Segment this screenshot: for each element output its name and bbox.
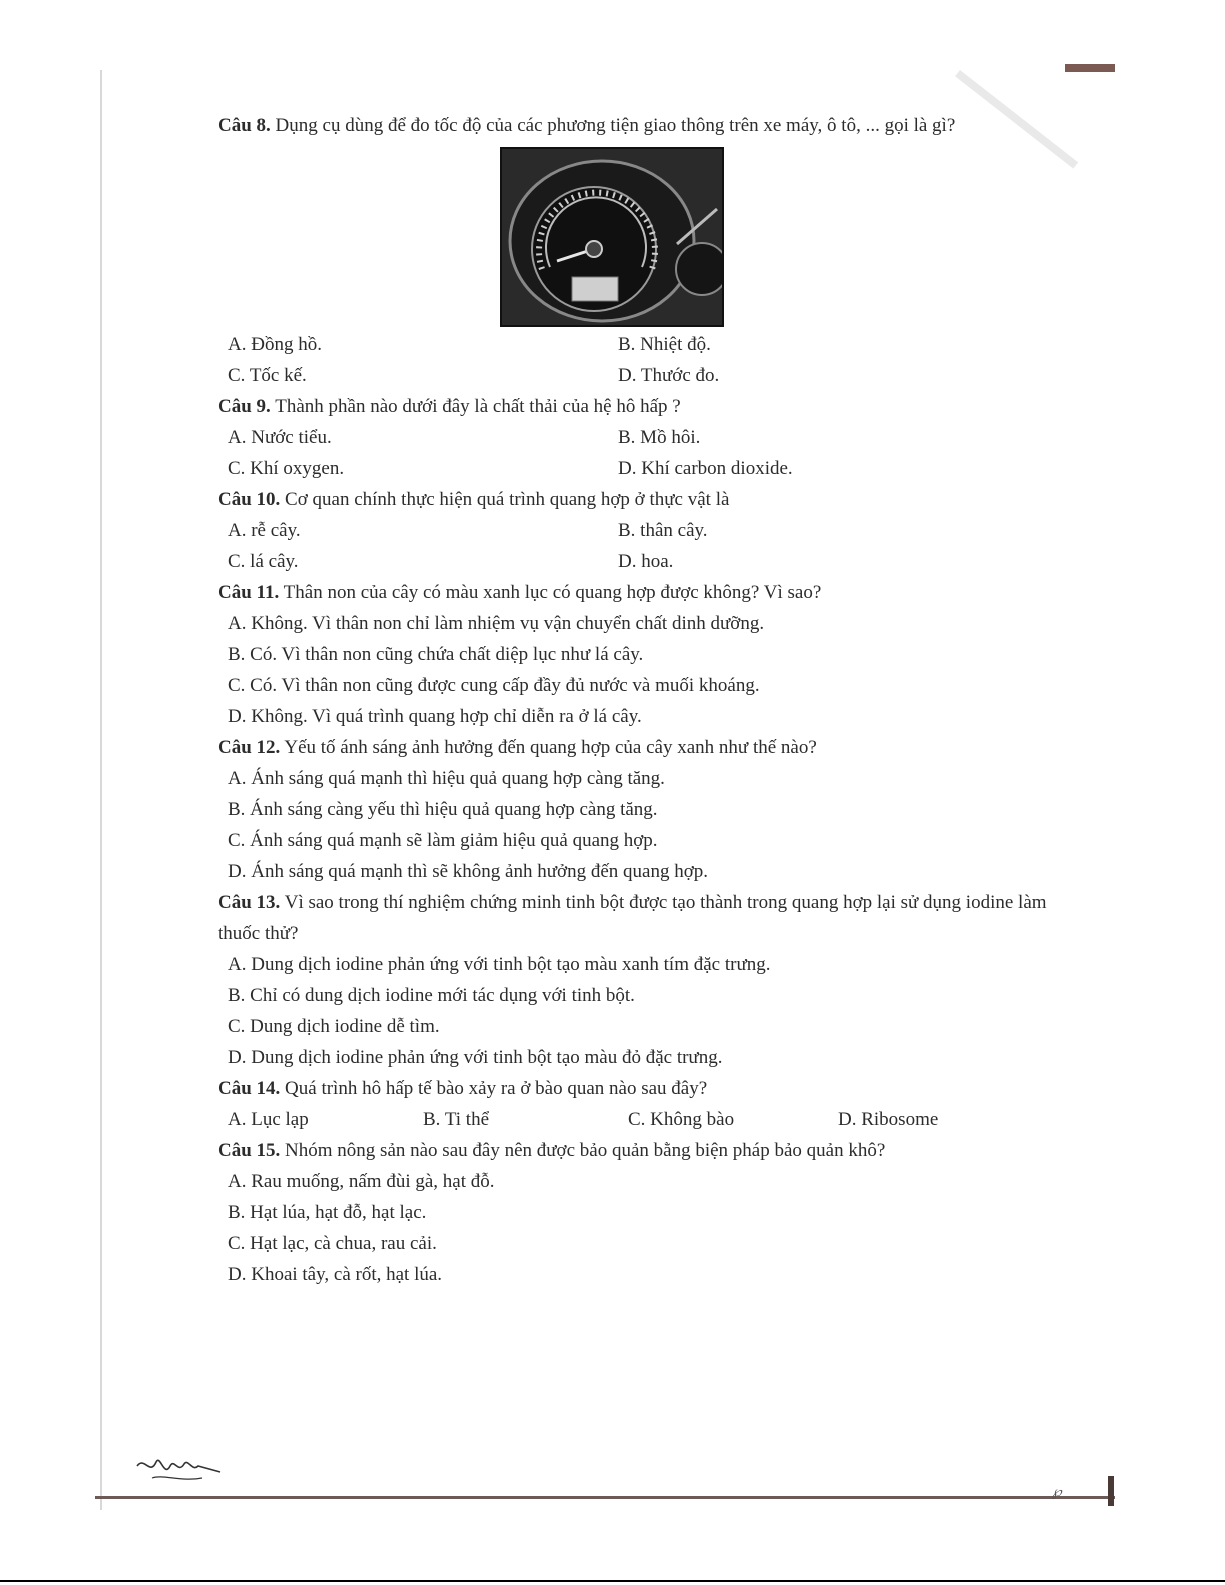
question-15 <box>218 1135 1048 1290</box>
question-8-option-a: A. Đồng hồ. <box>228 334 322 355</box>
question-12-text: Yếu tố ánh sáng ảnh hưởng đến quang hợp của cây xanh như thế nào? <box>284 737 817 758</box>
page-mark: ℘ <box>1052 1485 1062 1500</box>
question-10-label: Câu 10. <box>218 489 281 510</box>
question-10-option-a: A. rễ cây. <box>228 520 301 541</box>
question-9 <box>218 391 1048 484</box>
question-10-option-c: C. lá cây. <box>228 551 299 572</box>
question-13-option-b: B. Chỉ có dung dịch iodine mới tác dụng với tinh bột. <box>228 985 635 1006</box>
question-11-option-c: C. Có. Vì thân non cũng được cung cấp đầy đủ nước và muối khoáng. <box>228 675 760 696</box>
scan-left-edge <box>100 70 102 1510</box>
scan-bottom-line <box>0 1580 1225 1582</box>
speedometer-image <box>500 147 724 327</box>
question-14-option-b: B. Ti thể <box>423 1109 490 1130</box>
question-14-option-c: C. Không bào <box>628 1109 735 1130</box>
question-8-label: Câu 8. <box>218 115 271 136</box>
question-9-option-c: C. Khí oxygen. <box>228 458 345 479</box>
question-11-label: Câu 11. <box>218 582 280 603</box>
question-15-option-b: B. Hạt lúa, hạt đỗ, hạt lạc. <box>228 1202 427 1223</box>
question-11-option-d: D. Không. Vì quá trình quang hợp chỉ diễn ra ở lá cây. <box>228 706 642 727</box>
question-14-option-d: D. Ribosome <box>838 1109 939 1130</box>
question-14 <box>218 1073 1048 1135</box>
question-9-label: Câu 9. <box>218 396 271 417</box>
question-9-option-b: B. Mồ hôi. <box>618 427 701 448</box>
speedometer-icon <box>502 149 722 325</box>
question-13-option-c: C. Dung dịch iodine dễ tìm. <box>228 1016 440 1037</box>
question-13 <box>218 887 1048 1073</box>
question-15-text: Nhóm nông sản nào sau đây nên được bảo quản bằng biện pháp bảo quản khô? <box>285 1140 886 1161</box>
question-9-text: Thành phần nào dưới đây là chất thải của hệ hô hấp ? <box>275 396 681 417</box>
question-15-option-c: C. Hạt lạc, cà chua, rau cải. <box>228 1233 437 1254</box>
scan-right-edge <box>1108 1476 1114 1506</box>
question-9-option-d: D. Khí carbon dioxide. <box>618 458 793 479</box>
question-13-option-a: A. Dung dịch iodine phản ứng với tinh bột tạo màu xanh tím đặc trưng. <box>228 954 771 975</box>
question-12-option-a: A. Ánh sáng quá mạnh thì hiệu quả quang hợp càng tăng. <box>228 768 665 789</box>
question-10-option-b: B. thân cây. <box>618 520 708 541</box>
question-14-option-a: A. Lục lạp <box>228 1109 309 1130</box>
question-8-option-d: D. Thước đo. <box>618 365 720 386</box>
question-14-text: Quá trình hô hấp tế bào xảy ra ở bào quan nào sau đây? <box>285 1078 708 1099</box>
question-8-option-b: B. Nhiệt độ. <box>618 334 711 355</box>
question-11-option-a: A. Không. Vì thân non chỉ làm nhiệm vụ vận chuyển chất dinh dưỡng. <box>228 613 765 634</box>
question-15-option-d: D. Khoai tây, cà rốt, hạt lúa. <box>228 1264 443 1285</box>
handwritten-signature <box>132 1448 222 1488</box>
question-14-label: Câu 14. <box>218 1078 281 1099</box>
question-9-option-a: A. Nước tiểu. <box>228 427 332 448</box>
question-12-label: Câu 12. <box>218 737 281 758</box>
question-8-option-c: C. Tốc kế. <box>228 365 307 386</box>
question-15-label: Câu 15. <box>218 1140 281 1161</box>
question-12-option-d: D. Ánh sáng quá mạnh thì sẽ không ảnh hưởng đến quang hợp. <box>228 861 708 882</box>
question-11-option-b: B. Có. Vì thân non cũng chứa chất diệp lục như lá cây. <box>228 644 644 665</box>
question-10-option-d: D. hoa. <box>618 551 674 572</box>
question-13-text: Vì sao trong thí nghiệm chứng minh tinh bột được tạo thành trong quang hợp lại sử dụng iodine làm thuốc thử? <box>218 892 1047 944</box>
question-12-option-c: C. Ánh sáng quá mạnh sẽ làm giảm hiệu quả quang hợp. <box>228 830 658 851</box>
question-12 <box>218 732 1048 887</box>
question-13-label: Câu 13. <box>218 892 281 913</box>
question-11-text: Thân non của cây có màu xanh lục có quang hợp được không? Vì sao? <box>283 582 822 603</box>
question-15-option-a: A. Rau muống, nấm đùi gà, hạt đỗ. <box>228 1171 495 1192</box>
question-10-text: Cơ quan chính thực hiện quá trình quang hợp ở thực vật là <box>285 489 730 510</box>
question-13-option-d: D. Dung dịch iodine phản ứng với tinh bột tạo màu đỏ đặc trưng. <box>228 1047 723 1068</box>
scan-corner-mark <box>1065 64 1115 72</box>
question-10 <box>218 484 1048 577</box>
question-11 <box>218 577 1048 732</box>
question-list <box>218 110 1048 1290</box>
question-8 <box>218 110 1048 391</box>
scan-bottom-edge <box>95 1496 1115 1499</box>
question-8-text: Dụng cụ dùng để đo tốc độ của các phương tiện giao thông trên xe máy, ô tô, ... gọi là gì? <box>275 115 956 136</box>
question-12-option-b: B. Ánh sáng càng yếu thì hiệu quả quang hợp càng tăng. <box>228 799 658 820</box>
